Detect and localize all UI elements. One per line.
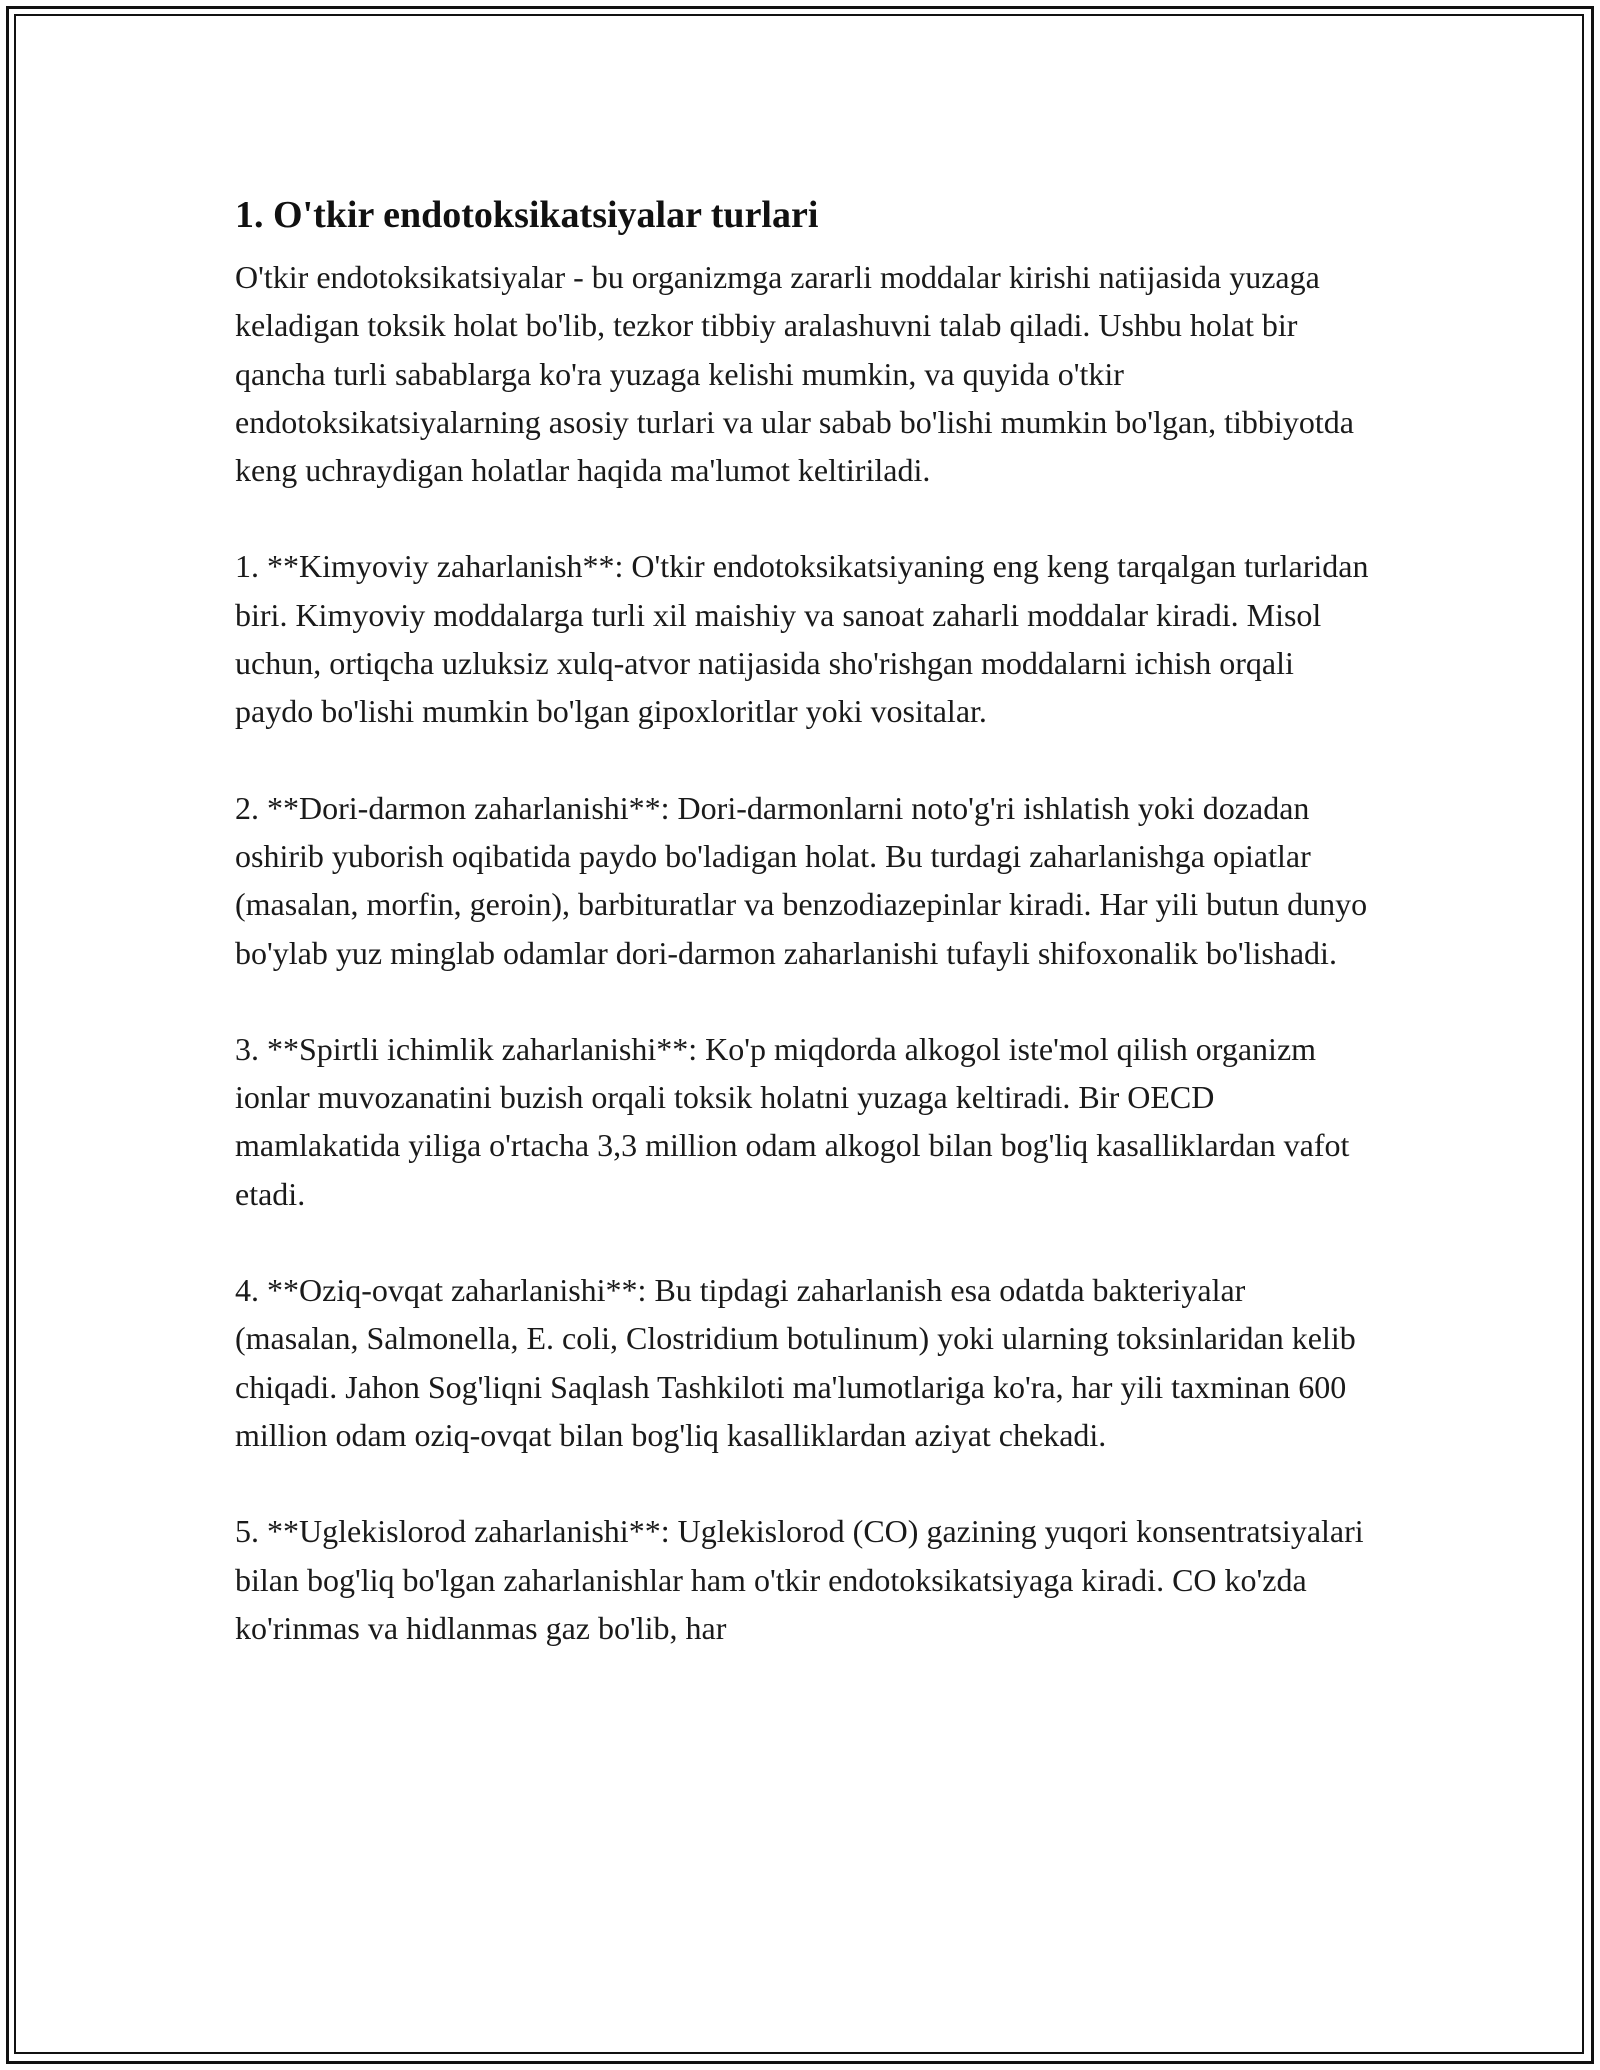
paragraph-alcohol-poisoning: 3. **Spirtli ichimlik zaharlanishi**: Ko'p miqdorda alkogol iste'mol qilish organizm ionlar muvozanatini buzish orqali toksik holatni yuzaga keltiradi. Bir OECD mamlakatida yiliga o'rtacha 3,3 million odam alkogol bilan bog'liq kasalliklardan vafot etadi. xyxy=(235,1030,1350,1212)
document-title: 1. O'tkir endotoksikatsiyalar turlari xyxy=(235,194,819,236)
intro-paragraph: O'tkir endotoksikatsiyalar - bu organizmga zararli moddalar kirishi natijasida yuzaga keladigan toksik holat bo'lib, tezkor tibbiy aralashuvni talab qiladi. Ushbu holat bir qancha turli sabablarga ko'ra yuzaga kelishi mumkin, va quyida o'tkir endotoksikatsiyalarning asosiy turlari va ular sabab bo'lishi mumkin bo'lgan, tibbiyotda keng uchraydigan holatlar haqida ma'lumot keltiriladi. xyxy=(235,259,1354,489)
paragraph-food-poisoning: 4. **Oziq-ovqat zaharlanishi**: Bu tipdagi zaharlanish esa odatda bakteriyalar (masalan, Salmonella, E. coli, Clostridium botulinum) yoki ularning toksinlaridan kelib chiqadi. Jahon Sog'liqni Saqlash Tashkiloti ma'lumotlariga ko'ra, har yili taxminan 600 million odam oziq-ovqat bilan bog'liq kasalliklardan aziyat chekadi. xyxy=(235,1272,1356,1453)
paragraph-chemical-poisoning: 1. **Kimyoviy zaharlanish**: O'tkir endotoksikatsiyaning eng keng tarqalgan turlaridan biri. Kimyoviy moddalarga turli xil maishiy va sanoat zaharli moddalar kiradi. Misol uchun, ortiqcha uzluksiz xulq-atvor natijasida sho'rishgan moddalarni ichish orqali paydo bo'lishi mumkin bo'lgan gipoxloritlar yoki vositalar. xyxy=(235,548,1369,730)
paragraph-drug-poisoning: 2. **Dori-darmon zaharlanishi**: Dori-darmonlarni noto'g'ri ishlatish yoki dozadan oshirib yuborish oqibatida paydo bo'ladigan holat. Bu turdagi zaharlanishga opiatlar (masalan, morfin, geroin), barbituratlar va benzodiazepinlar kiradi. Har yili butun dunyo bo'ylab yuz minglab odamlar dori-darmon zaharlanishi tufayli shifoxonalik bo'lishadi. xyxy=(235,789,1368,971)
paragraph-carbon-monoxide-poisoning: 5. **Uglekislorod zaharlanishi**: Uglekislorod (CO) gazining yuqori konsentratsiyalari bilan bog'liq bo'lgan zaharlanishlar ham o'tkir endotoksikatsiyaga kiradi. CO ko'zda ko'rinmas va hidlanmas gaz bo'lib, har xyxy=(235,1513,1364,1646)
document-body xyxy=(235,185,1375,1652)
